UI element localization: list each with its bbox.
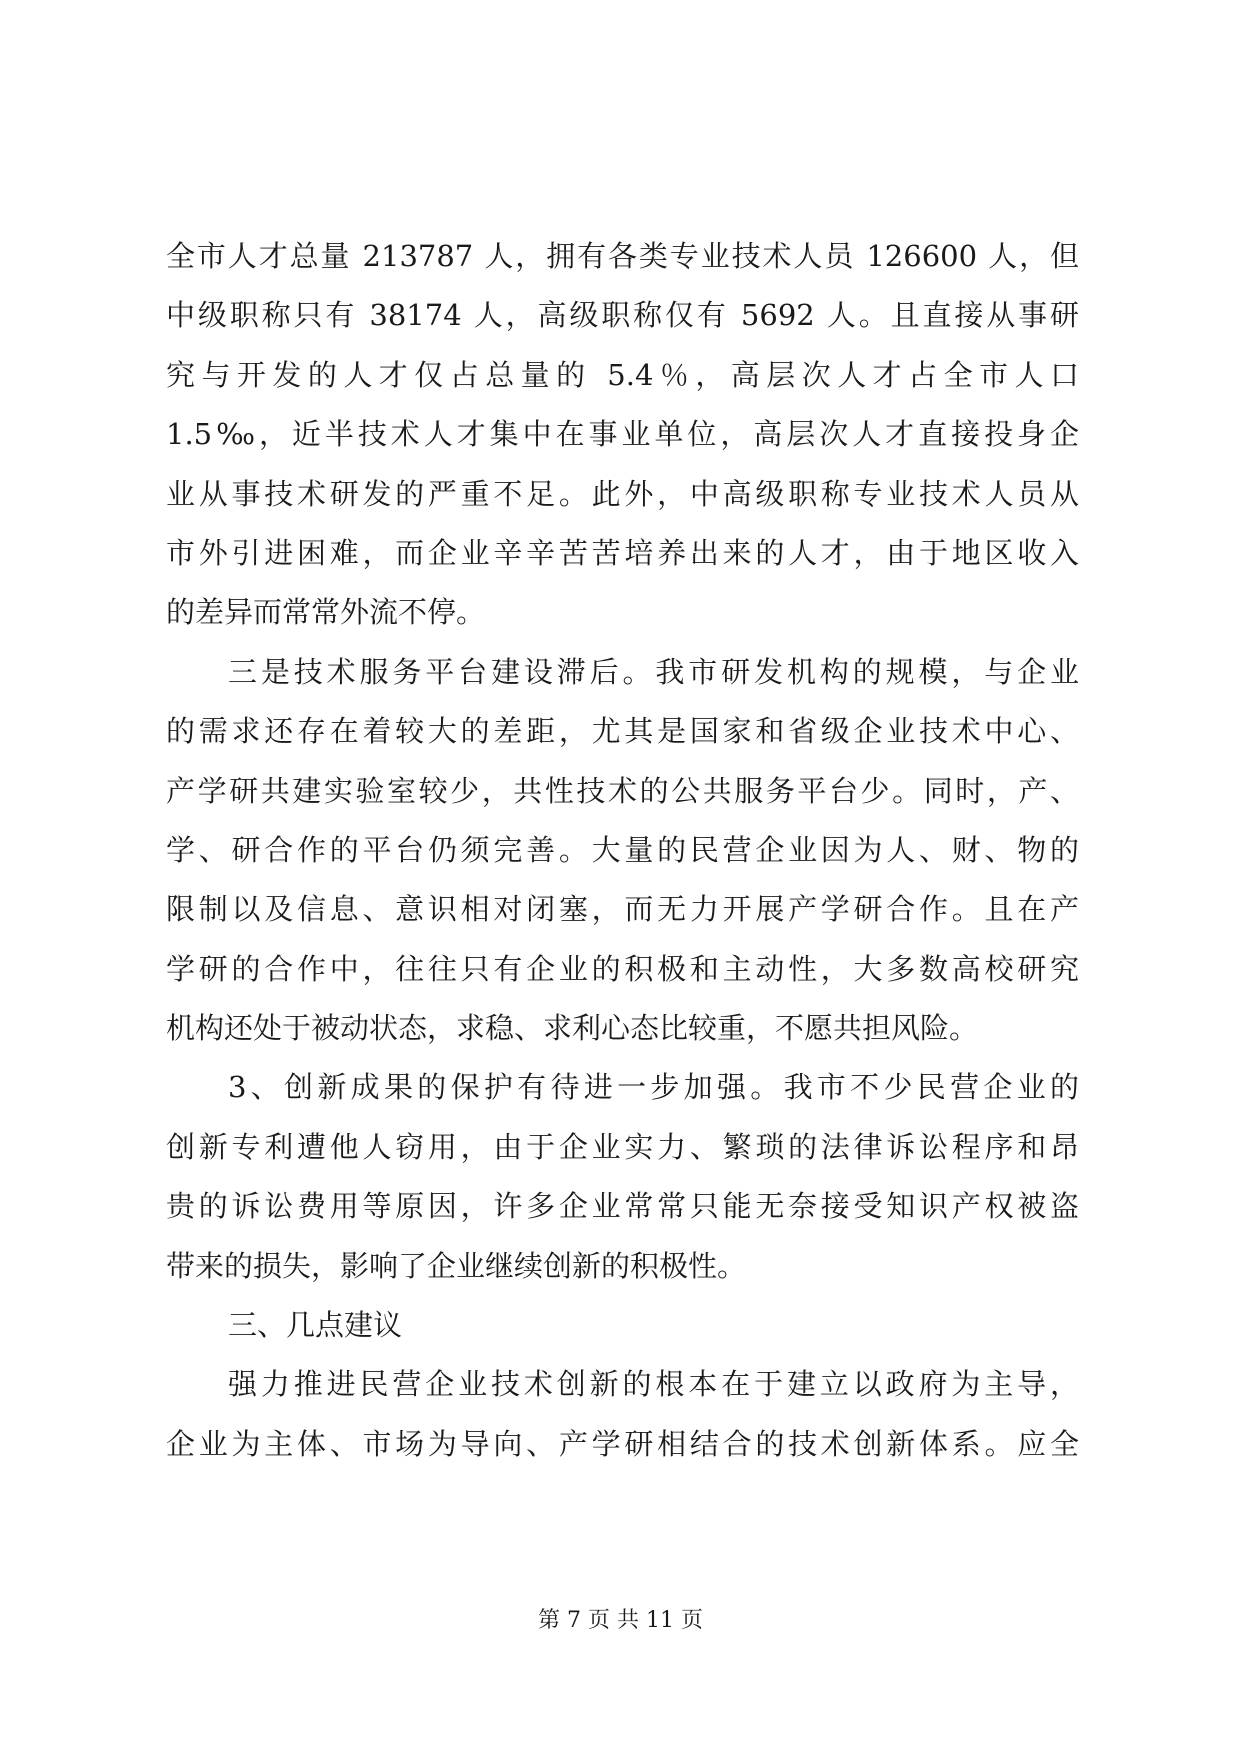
text-line: 中级职称只有 38174 人，高级职称仅有 5692 人。且直接从事研 <box>166 298 1079 333</box>
text-line: 机构还处于被动状态，求稳、求利心态比较重，不愿共担风险。 <box>166 1011 979 1046</box>
text-line: 学研的合作中，往往只有企业的积极和主动性，大多数高校研究 <box>166 951 1079 986</box>
text-line: 企业为主体、市场为导向、产学研相结合的技术创新体系。应全 <box>166 1426 1079 1461</box>
text-line: 创新专利遭他人窃用，由于企业实力、繁琐的法律诉讼程序和昂 <box>166 1129 1079 1164</box>
text-line: 三是技术服务平台建设滞后。我市研发机构的规模，与企业 <box>228 654 1079 689</box>
text-line: 学、研合作的平台仍须完善。大量的民营企业因为人、财、物的 <box>166 832 1079 867</box>
text-line: 究与开发的人才仅占总量的 5.4％，高层次人才占全市人口 <box>166 357 1079 392</box>
text-line: 1.5‰，近半技术人才集中在事业单位，高层次人才直接投身企 <box>166 417 1079 452</box>
text-line: 的需求还存在着较大的差距，尤其是国家和省级企业技术中心、 <box>166 714 1079 749</box>
text-line: 市外引进困难，而企业辛辛苦苦培养出来的人才，由于地区收入 <box>166 535 1079 570</box>
text-line: 全市人才总量 213787 人，拥有各类专业技术人员 126600 人，但 <box>166 239 1079 273</box>
text-line: 三、几点建议 <box>228 1308 403 1343</box>
text-line: 业从事技术研发的严重不足。此外，中高级职称专业技术人员从 <box>166 476 1079 511</box>
text-line: 强力推进民营企业技术创新的根本在于建立以政府为主导， <box>228 1367 1079 1402</box>
text-line: 产学研共建实验室较少，共性技术的公共服务平台少。同时，产、 <box>166 773 1079 808</box>
text-line: 带来的损失，影响了企业继续创新的积极性。 <box>166 1248 747 1283</box>
text-line: 的差异而常常外流不停。 <box>166 595 486 630</box>
text-line: 3、创新成果的保护有待进一步加强。我市不少民营企业的 <box>228 1070 1079 1105</box>
body-text <box>166 227 1079 1474</box>
text-line: 限制以及信息、意识相对闭塞，而无力开展产学研合作。且在产 <box>166 892 1079 927</box>
page-footer: 第 7 页 共 11 页 <box>538 1608 703 1633</box>
text-line: 贵的诉讼费用等原因，许多企业常常只能无奈接受知识产权被盗 <box>166 1189 1079 1224</box>
